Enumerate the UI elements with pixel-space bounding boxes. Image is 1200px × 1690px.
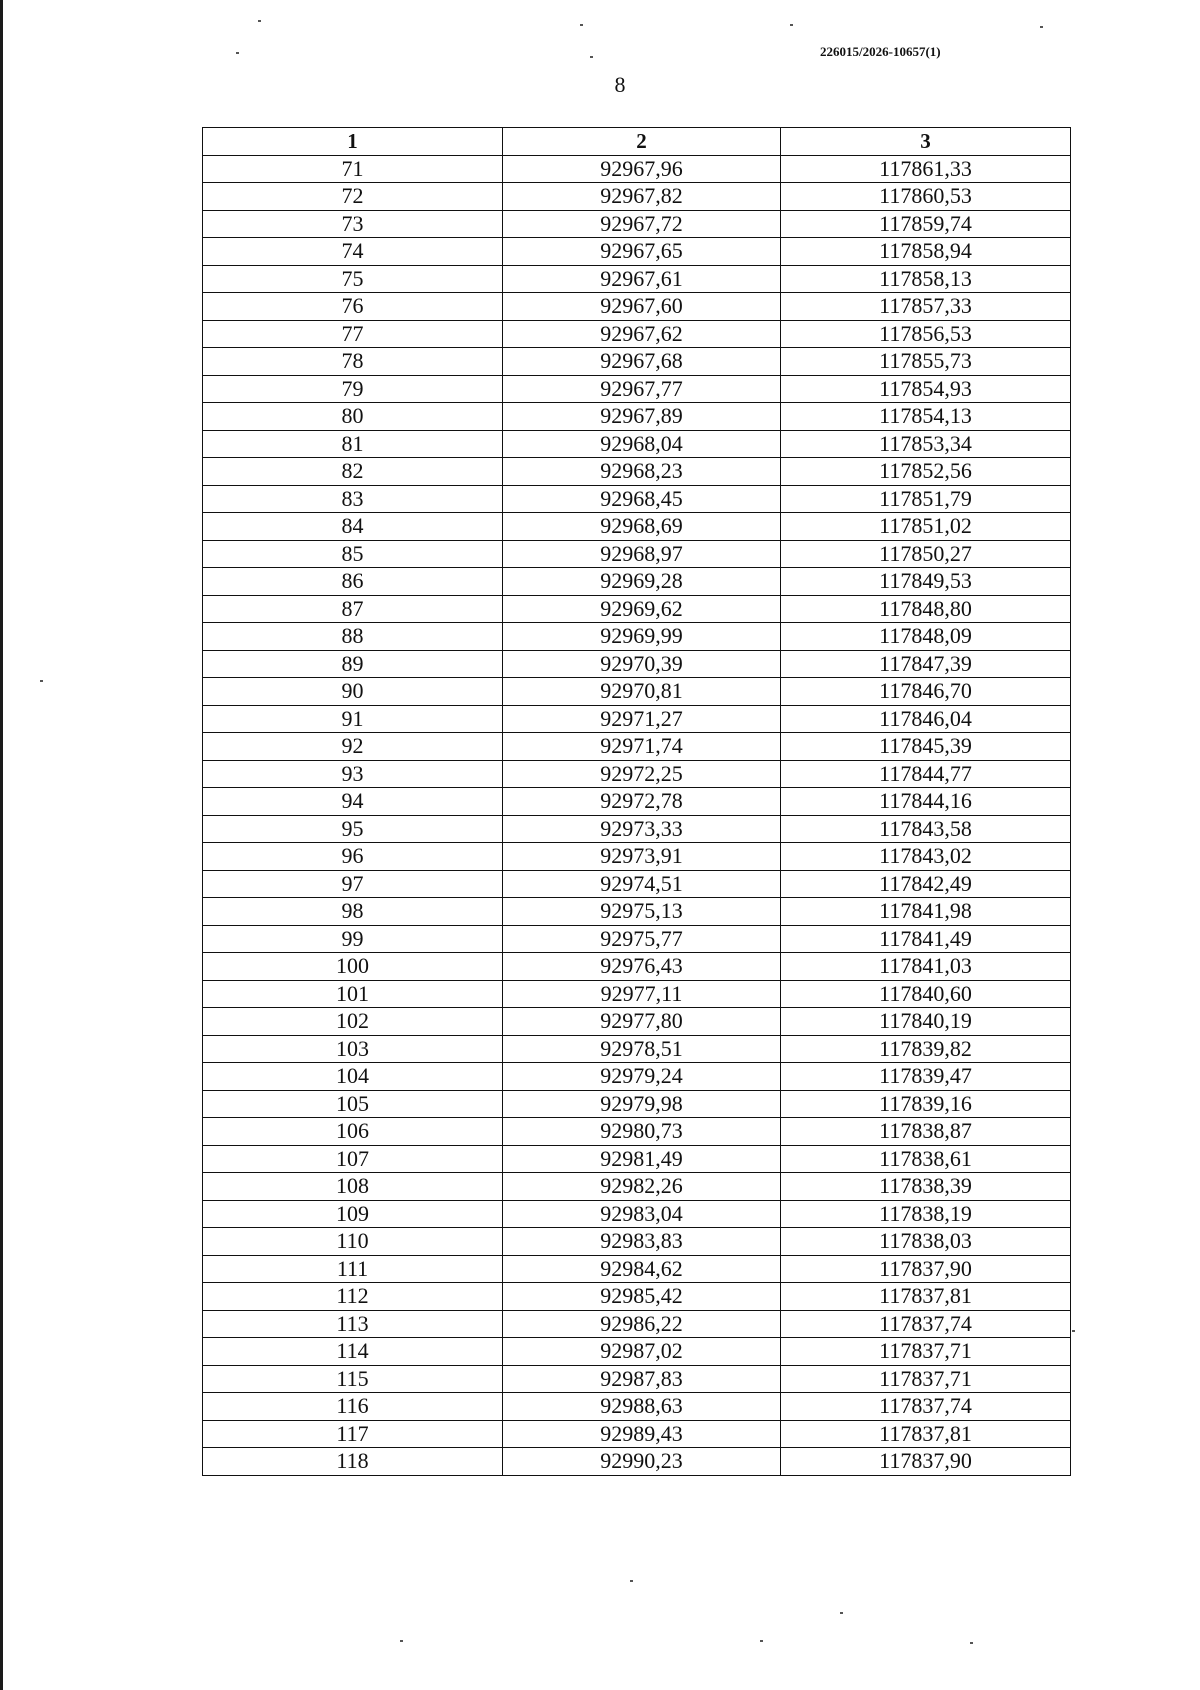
point-number-cell: 88: [203, 623, 503, 651]
y-coordinate-cell: 117838,61: [781, 1145, 1071, 1173]
point-number-cell: 105: [203, 1090, 503, 1118]
point-number-cell: 103: [203, 1035, 503, 1063]
y-coordinate-cell: 117854,13: [781, 403, 1071, 431]
scan-speck: [840, 1612, 843, 1614]
point-number-cell: 108: [203, 1173, 503, 1201]
table-row: [203, 623, 1071, 651]
x-coordinate-cell: 92983,83: [503, 1228, 781, 1256]
table-body: [203, 155, 1071, 1475]
x-coordinate-cell: 92978,51: [503, 1035, 781, 1063]
y-coordinate-cell: 117852,56: [781, 458, 1071, 486]
y-coordinate-cell: 117841,03: [781, 953, 1071, 981]
table-row: [203, 1420, 1071, 1448]
point-number-cell: 99: [203, 925, 503, 953]
x-coordinate-cell: 92973,91: [503, 843, 781, 871]
table-row: [203, 1283, 1071, 1311]
table-row: [203, 1200, 1071, 1228]
y-coordinate-cell: 117839,16: [781, 1090, 1071, 1118]
point-number-cell: 90: [203, 678, 503, 706]
x-coordinate-cell: 92979,98: [503, 1090, 781, 1118]
point-number-cell: 77: [203, 320, 503, 348]
x-coordinate-cell: 92967,96: [503, 155, 781, 183]
y-coordinate-cell: 117837,90: [781, 1448, 1071, 1476]
x-coordinate-cell: 92967,61: [503, 265, 781, 293]
y-coordinate-cell: 117846,04: [781, 705, 1071, 733]
y-coordinate-cell: 117860,53: [781, 183, 1071, 211]
table-row: [203, 1008, 1071, 1036]
y-coordinate-cell: 117837,81: [781, 1420, 1071, 1448]
x-coordinate-cell: 92989,43: [503, 1420, 781, 1448]
scan-speck: [790, 24, 793, 26]
point-number-cell: 92: [203, 733, 503, 761]
point-number-cell: 81: [203, 430, 503, 458]
column-header-1: 1: [203, 128, 503, 156]
x-coordinate-cell: 92980,73: [503, 1118, 781, 1146]
table-row: [203, 815, 1071, 843]
table-row: [203, 155, 1071, 183]
x-coordinate-cell: 92971,74: [503, 733, 781, 761]
y-coordinate-cell: 117846,70: [781, 678, 1071, 706]
point-number-cell: 87: [203, 595, 503, 623]
x-coordinate-cell: 92977,80: [503, 1008, 781, 1036]
point-number-cell: 83: [203, 485, 503, 513]
point-number-cell: 97: [203, 870, 503, 898]
table-row: [203, 650, 1071, 678]
x-coordinate-cell: 92975,77: [503, 925, 781, 953]
y-coordinate-cell: 117840,60: [781, 980, 1071, 1008]
point-number-cell: 74: [203, 238, 503, 266]
table-row: [203, 1063, 1071, 1091]
point-number-cell: 73: [203, 210, 503, 238]
scan-speck: [970, 1642, 973, 1644]
x-coordinate-cell: 92968,04: [503, 430, 781, 458]
y-coordinate-cell: 117851,02: [781, 513, 1071, 541]
point-number-cell: 91: [203, 705, 503, 733]
x-coordinate-cell: 92967,62: [503, 320, 781, 348]
point-number-cell: 86: [203, 568, 503, 596]
y-coordinate-cell: 117844,77: [781, 760, 1071, 788]
point-number-cell: 116: [203, 1393, 503, 1421]
y-coordinate-cell: 117837,74: [781, 1310, 1071, 1338]
table-row: [203, 293, 1071, 321]
table-row: [203, 1448, 1071, 1476]
table-row: [203, 265, 1071, 293]
table-row: [203, 210, 1071, 238]
y-coordinate-cell: 117843,02: [781, 843, 1071, 871]
point-number-cell: 79: [203, 375, 503, 403]
point-number-cell: 118: [203, 1448, 503, 1476]
x-coordinate-cell: 92968,45: [503, 485, 781, 513]
x-coordinate-cell: 92969,62: [503, 595, 781, 623]
x-coordinate-cell: 92972,25: [503, 760, 781, 788]
table-row: [203, 898, 1071, 926]
table-row: [203, 843, 1071, 871]
table-row: [203, 238, 1071, 266]
scan-speck: [258, 20, 261, 22]
table-row: [203, 403, 1071, 431]
x-coordinate-cell: 92967,65: [503, 238, 781, 266]
y-coordinate-cell: 117837,81: [781, 1283, 1071, 1311]
point-number-cell: 89: [203, 650, 503, 678]
point-number-cell: 100: [203, 953, 503, 981]
table-row: [203, 678, 1071, 706]
point-number-cell: 106: [203, 1118, 503, 1146]
x-coordinate-cell: 92967,68: [503, 348, 781, 376]
point-number-cell: 71: [203, 155, 503, 183]
table-row: [203, 733, 1071, 761]
table-row: [203, 980, 1071, 1008]
x-coordinate-cell: 92972,78: [503, 788, 781, 816]
table-row: [203, 1118, 1071, 1146]
point-number-cell: 95: [203, 815, 503, 843]
x-coordinate-cell: 92981,49: [503, 1145, 781, 1173]
point-number-cell: 78: [203, 348, 503, 376]
x-coordinate-cell: 92970,39: [503, 650, 781, 678]
table-row: [203, 1145, 1071, 1173]
point-number-cell: 82: [203, 458, 503, 486]
x-coordinate-cell: 92967,89: [503, 403, 781, 431]
point-number-cell: 96: [203, 843, 503, 871]
x-coordinate-cell: 92969,99: [503, 623, 781, 651]
x-coordinate-cell: 92986,22: [503, 1310, 781, 1338]
coordinates-table: [202, 127, 1071, 1476]
table-row: [203, 348, 1071, 376]
y-coordinate-cell: 117848,09: [781, 623, 1071, 651]
point-number-cell: 80: [203, 403, 503, 431]
point-number-cell: 107: [203, 1145, 503, 1173]
point-number-cell: 114: [203, 1338, 503, 1366]
y-coordinate-cell: 117848,80: [781, 595, 1071, 623]
point-number-cell: 104: [203, 1063, 503, 1091]
point-number-cell: 112: [203, 1283, 503, 1311]
y-coordinate-cell: 117839,47: [781, 1063, 1071, 1091]
y-coordinate-cell: 117854,93: [781, 375, 1071, 403]
x-coordinate-cell: 92987,02: [503, 1338, 781, 1366]
point-number-cell: 110: [203, 1228, 503, 1256]
scan-speck: [236, 52, 239, 54]
y-coordinate-cell: 117841,49: [781, 925, 1071, 953]
x-coordinate-cell: 92967,72: [503, 210, 781, 238]
table-row: [203, 1035, 1071, 1063]
scan-speck: [400, 1640, 403, 1642]
column-header-3: 3: [781, 128, 1071, 156]
scan-speck: [590, 56, 593, 58]
table-row: [203, 1173, 1071, 1201]
point-number-cell: 115: [203, 1365, 503, 1393]
scan-border: [0, 0, 3, 1690]
table-row: [203, 925, 1071, 953]
x-coordinate-cell: 92987,83: [503, 1365, 781, 1393]
point-number-cell: 72: [203, 183, 503, 211]
point-number-cell: 93: [203, 760, 503, 788]
y-coordinate-cell: 117850,27: [781, 540, 1071, 568]
y-coordinate-cell: 117861,33: [781, 155, 1071, 183]
table-row: [203, 540, 1071, 568]
y-coordinate-cell: 117857,33: [781, 293, 1071, 321]
point-number-cell: 102: [203, 1008, 503, 1036]
y-coordinate-cell: 117858,94: [781, 238, 1071, 266]
x-coordinate-cell: 92976,43: [503, 953, 781, 981]
table-row: [203, 760, 1071, 788]
table-row: [203, 485, 1071, 513]
scan-speck: [760, 1640, 763, 1642]
y-coordinate-cell: 117842,49: [781, 870, 1071, 898]
table-row: [203, 458, 1071, 486]
x-coordinate-cell: 92982,26: [503, 1173, 781, 1201]
table-row: [203, 1310, 1071, 1338]
scan-speck: [580, 24, 583, 26]
point-number-cell: 76: [203, 293, 503, 321]
y-coordinate-cell: 117845,39: [781, 733, 1071, 761]
point-number-cell: 85: [203, 540, 503, 568]
point-number-cell: 98: [203, 898, 503, 926]
y-coordinate-cell: 117837,74: [781, 1393, 1071, 1421]
point-number-cell: 101: [203, 980, 503, 1008]
y-coordinate-cell: 117859,74: [781, 210, 1071, 238]
y-coordinate-cell: 117849,53: [781, 568, 1071, 596]
table-row: [203, 513, 1071, 541]
y-coordinate-cell: 117838,03: [781, 1228, 1071, 1256]
x-coordinate-cell: 92983,04: [503, 1200, 781, 1228]
x-coordinate-cell: 92970,81: [503, 678, 781, 706]
point-number-cell: 75: [203, 265, 503, 293]
y-coordinate-cell: 117858,13: [781, 265, 1071, 293]
x-coordinate-cell: 92967,82: [503, 183, 781, 211]
table-row: [203, 953, 1071, 981]
y-coordinate-cell: 117837,71: [781, 1338, 1071, 1366]
y-coordinate-cell: 117840,19: [781, 1008, 1071, 1036]
scan-speck: [40, 680, 43, 682]
y-coordinate-cell: 117855,73: [781, 348, 1071, 376]
point-number-cell: 113: [203, 1310, 503, 1338]
table-row: [203, 1365, 1071, 1393]
x-coordinate-cell: 92967,60: [503, 293, 781, 321]
scan-speck: [630, 1580, 633, 1582]
x-coordinate-cell: 92985,42: [503, 1283, 781, 1311]
y-coordinate-cell: 117844,16: [781, 788, 1071, 816]
table-row: [203, 1228, 1071, 1256]
x-coordinate-cell: 92968,23: [503, 458, 781, 486]
table-row: [203, 375, 1071, 403]
table-row: [203, 705, 1071, 733]
y-coordinate-cell: 117841,98: [781, 898, 1071, 926]
table-row: [203, 1393, 1071, 1421]
x-coordinate-cell: 92977,11: [503, 980, 781, 1008]
x-coordinate-cell: 92984,62: [503, 1255, 781, 1283]
y-coordinate-cell: 117837,71: [781, 1365, 1071, 1393]
table-row: [203, 430, 1071, 458]
document-number: 226015/2026-10657(1): [820, 44, 941, 59]
scan-speck: [1040, 26, 1043, 28]
table-row: [203, 320, 1071, 348]
table-row: [203, 1255, 1071, 1283]
table-row: [203, 183, 1071, 211]
y-coordinate-cell: 117838,87: [781, 1118, 1071, 1146]
table-row: [203, 1338, 1071, 1366]
y-coordinate-cell: 117853,34: [781, 430, 1071, 458]
scan-speck: [1072, 1330, 1075, 1332]
y-coordinate-cell: 117837,90: [781, 1255, 1071, 1283]
x-coordinate-cell: 92973,33: [503, 815, 781, 843]
column-header-2: 2: [503, 128, 781, 156]
y-coordinate-cell: 117856,53: [781, 320, 1071, 348]
x-coordinate-cell: 92975,13: [503, 898, 781, 926]
x-coordinate-cell: 92967,77: [503, 375, 781, 403]
table-row: [203, 788, 1071, 816]
table-row: [203, 1090, 1071, 1118]
y-coordinate-cell: 117847,39: [781, 650, 1071, 678]
table-row: [203, 870, 1071, 898]
x-coordinate-cell: 92968,97: [503, 540, 781, 568]
y-coordinate-cell: 117838,19: [781, 1200, 1071, 1228]
table-header-row: [203, 128, 1071, 156]
point-number-cell: 84: [203, 513, 503, 541]
point-number-cell: 109: [203, 1200, 503, 1228]
x-coordinate-cell: 92968,69: [503, 513, 781, 541]
table-row: [203, 595, 1071, 623]
x-coordinate-cell: 92979,24: [503, 1063, 781, 1091]
x-coordinate-cell: 92971,27: [503, 705, 781, 733]
x-coordinate-cell: 92974,51: [503, 870, 781, 898]
y-coordinate-cell: 117851,79: [781, 485, 1071, 513]
x-coordinate-cell: 92990,23: [503, 1448, 781, 1476]
y-coordinate-cell: 117838,39: [781, 1173, 1071, 1201]
page-number: 8: [614, 72, 626, 97]
y-coordinate-cell: 117843,58: [781, 815, 1071, 843]
x-coordinate-cell: 92988,63: [503, 1393, 781, 1421]
y-coordinate-cell: 117839,82: [781, 1035, 1071, 1063]
point-number-cell: 111: [203, 1255, 503, 1283]
table-row: [203, 568, 1071, 596]
x-coordinate-cell: 92969,28: [503, 568, 781, 596]
point-number-cell: 94: [203, 788, 503, 816]
point-number-cell: 117: [203, 1420, 503, 1448]
